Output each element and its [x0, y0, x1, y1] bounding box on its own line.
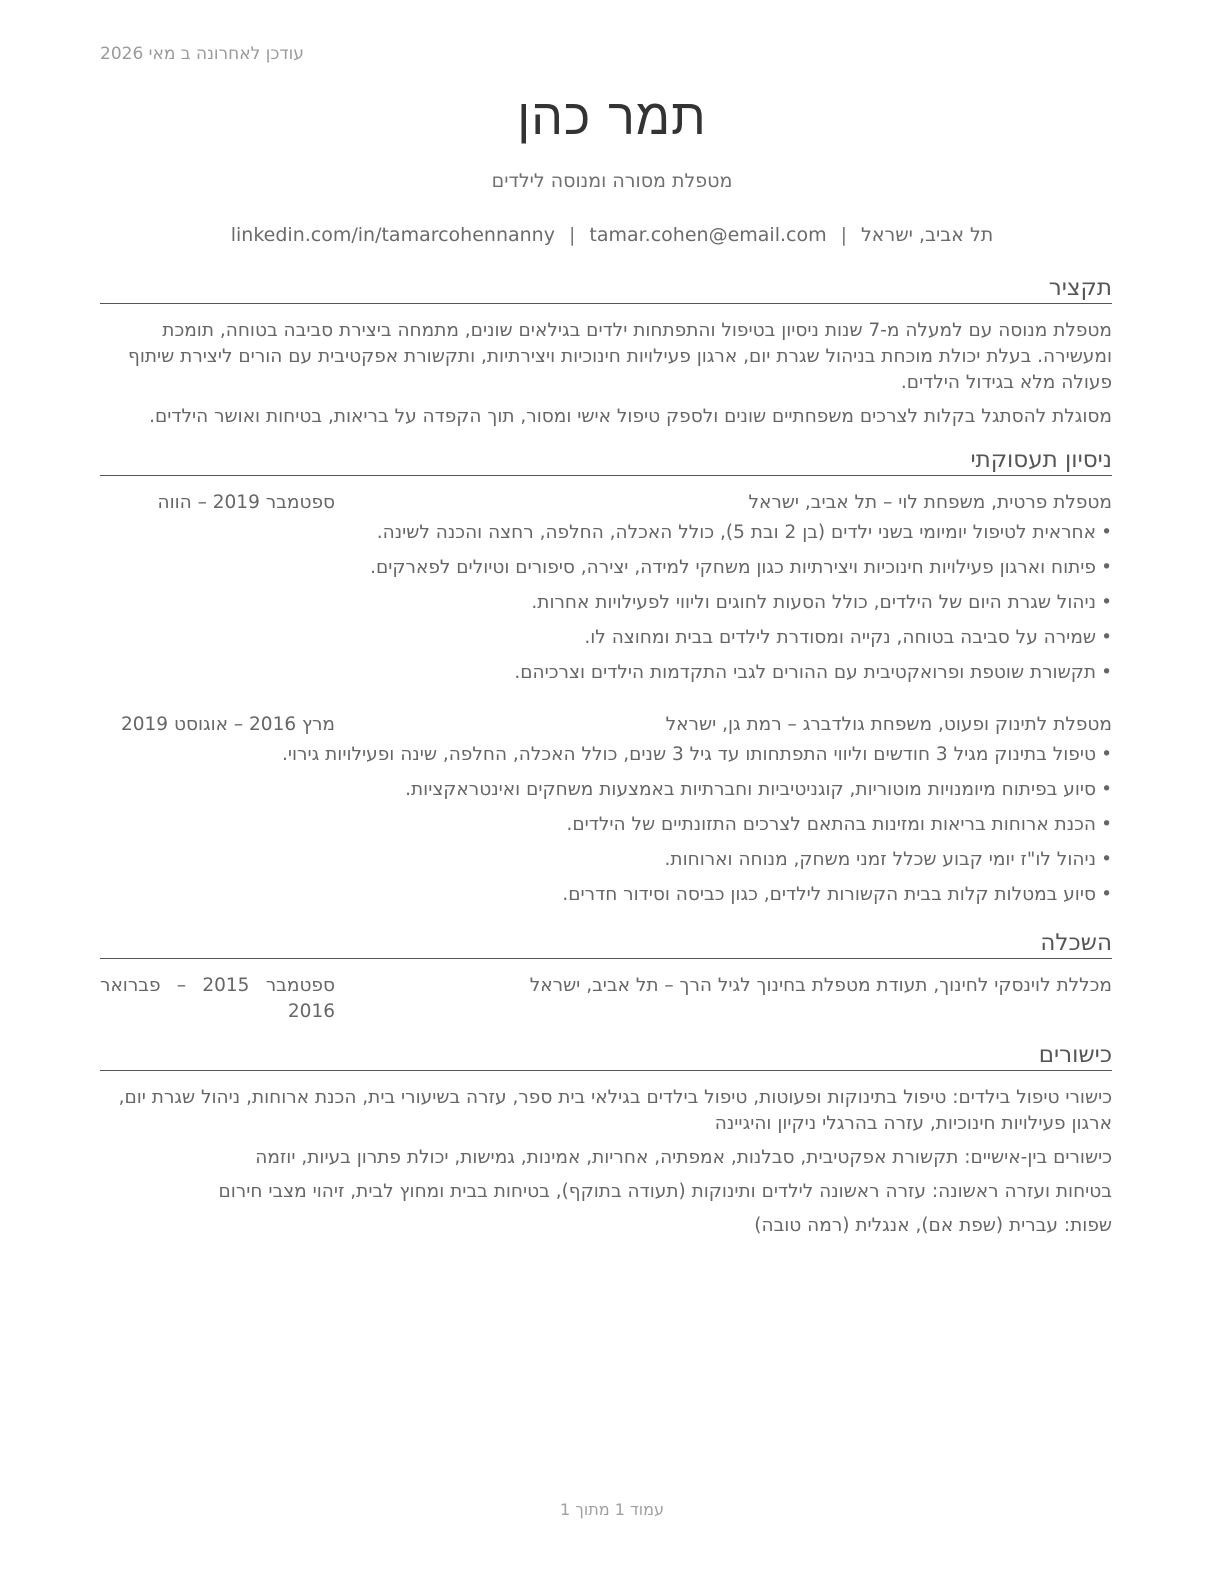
job-header	[100, 712, 1112, 738]
job-dates: ספטמבר 2019 – הווה	[157, 492, 335, 513]
education-title: השכלה	[100, 929, 1112, 959]
contact-location: תל אביב, ישראל	[861, 224, 994, 246]
list-item: • ניהול שגרת היום של הילדים, כולל הסעות לחוגים וליווי לפעילויות אחרות.	[100, 590, 1112, 616]
experience-section	[100, 446, 1112, 908]
bullet-icon: •	[1101, 627, 1112, 648]
summary-paragraph: מסוגלת להסתגל בקלות לצרכים משפחתיים שונים ולספק טיפול אישי ומסור, תוך הקפדה על בריאות, בטיחות ואושר הילדים.	[149, 406, 1112, 427]
skills-title: כישורים	[100, 1041, 1112, 1071]
summary-section	[100, 274, 1112, 430]
summary-title: תקציר	[100, 274, 1112, 304]
last-updated: עודכן לאחרונה ב מאי 2026	[100, 44, 304, 64]
list-item: • טיפול בתינוק מגיל 3 חודשים וליווי התפתחותו עד גיל 3 שנים, כולל האכלה, החלפה, שינה ופעילויות גירוי.	[100, 742, 1112, 768]
bullet-icon: •	[1101, 849, 1112, 870]
job-dates: מרץ 2016 – אוגוסט 2019	[120, 714, 335, 735]
job-bullets	[100, 742, 1112, 908]
list-item: • הכנת ארוחות בריאות ומזינות בהתאם לצרכים התזונתיים של הילדים.	[100, 812, 1112, 838]
education-row	[100, 973, 1112, 1029]
list-item: • סיוע במטלות קלות בבית הקשורות לילדים, כגון כביסה וסידור חדרים.	[100, 882, 1112, 908]
contact-email[interactable]: tamar.cohen@email.com	[589, 224, 827, 246]
skills-line: שפות: עברית (שפת אם), אנגלית (רמה טובה)	[754, 1215, 1112, 1236]
education-dates: ספטמבר 2015 – פברואר 2016	[100, 975, 335, 1022]
skills-line: כישורים בין-אישיים: תקשורת אפקטיבית, סבלנות, אמפתיה, אחריות, אמינות, גמישות, יכולת פתרון בעיות, יוזמה	[255, 1147, 1112, 1168]
list-item: • שמירה על סביבה בטוחה, נקייה ומסודרת לילדים בבית ומחוצה לו.	[100, 625, 1112, 651]
list-item: • סיוע בפיתוח מיומנויות מוטוריות, קוגניטיביות וחברתיות באמצעות משחקים ואינטראקציות.	[100, 777, 1112, 803]
contact-separator: |	[568, 224, 576, 246]
bullet-icon: •	[1101, 592, 1112, 613]
education-school: מכללת לוינסקי לחינוך, תעודת מטפלת בחינוך לגיל הרך – תל אביב, ישראל	[529, 975, 1112, 996]
bullet-icon: •	[1101, 557, 1112, 578]
bullet-icon: •	[1101, 814, 1112, 835]
candidate-name: תמר כהן	[517, 88, 707, 146]
list-item: • ניהול לו"ז יומי קבוע שכלל זמני משחק, מנוחה וארוחות.	[100, 847, 1112, 873]
bullet-icon: •	[1101, 662, 1112, 683]
list-item: • פיתוח וארגון פעילויות חינוכיות ויצירתיות כגון משחקי למידה, יצירה, סיפורים וטיולים לפארקים.	[100, 555, 1112, 581]
experience-title: ניסיון תעסוקתי	[100, 446, 1112, 476]
job-role: מטפלת לתינוק ופעוט, משפחת גולדברג – רמת גן, ישראל	[665, 714, 1112, 735]
skills-line: בטיחות ועזרה ראשונה: עזרה ראשונה לילדים ותינוקות (תעודה בתוקף), בטיחות בבית ומחוץ לבית, זיהוי מצבי חירום	[218, 1181, 1112, 1202]
bullet-icon: •	[1101, 779, 1112, 800]
skills-section	[100, 1041, 1112, 1239]
list-item: • תקשורת שוטפת ופרואקטיבית עם ההורים לגבי התקדמות הילדים וצרכיהם.	[100, 660, 1112, 686]
summary-paragraph: מטפלת מנוסה עם למעלה מ-7 שנות ניסיון בטיפול והתפתחות ילדים בגילאים שונים, מתמחה ביצירת סביבה בטוחה, תומכת ומעשירה. בעלת יכולת מוכחת בניהול שגרת יום, ארגון פעילויות חינוכיות ויצירתיות, ותקשורת אפקטיבית עם הורים ליצירת שיתוף פעולה מלא בגידול הילדים.	[128, 320, 1112, 393]
contact-linkedin[interactable]: linkedin.com/in/tamarcohennanny	[230, 224, 555, 246]
candidate-subtitle: מטפלת מסורה ומנוסה לילדים	[491, 170, 733, 192]
bullet-icon: •	[1101, 522, 1112, 543]
contact-separator: |	[840, 224, 847, 246]
page-number: עמוד 1 מתוך 1	[560, 1500, 664, 1519]
skills-line: כישורי טיפול בילדים: טיפול בתינוקות ופעוטות, טיפול בילדים בגילאי בית ספר, עזרה בשיעורי בית, הכנת ארוחות, ניהול שגרת יום, ארגון פעילויות חינוכיות, עזרה בהרגלי ניקיון והיגיינה	[118, 1087, 1112, 1134]
job-bullets	[100, 520, 1112, 686]
job-header	[100, 490, 1112, 516]
bullet-icon: •	[1101, 884, 1112, 905]
list-item: • אחראית לטיפול יומיומי בשני ילדים (בן 2 ובת 5), כולל האכלה, החלפה, רחצה והכנה לשינה.	[100, 520, 1112, 546]
job-role: מטפלת פרטית, משפחת לוי – תל אביב, ישראל	[748, 492, 1112, 513]
education-section	[100, 929, 1112, 1029]
contact-line	[0, 224, 1224, 246]
bullet-icon: •	[1101, 744, 1112, 765]
